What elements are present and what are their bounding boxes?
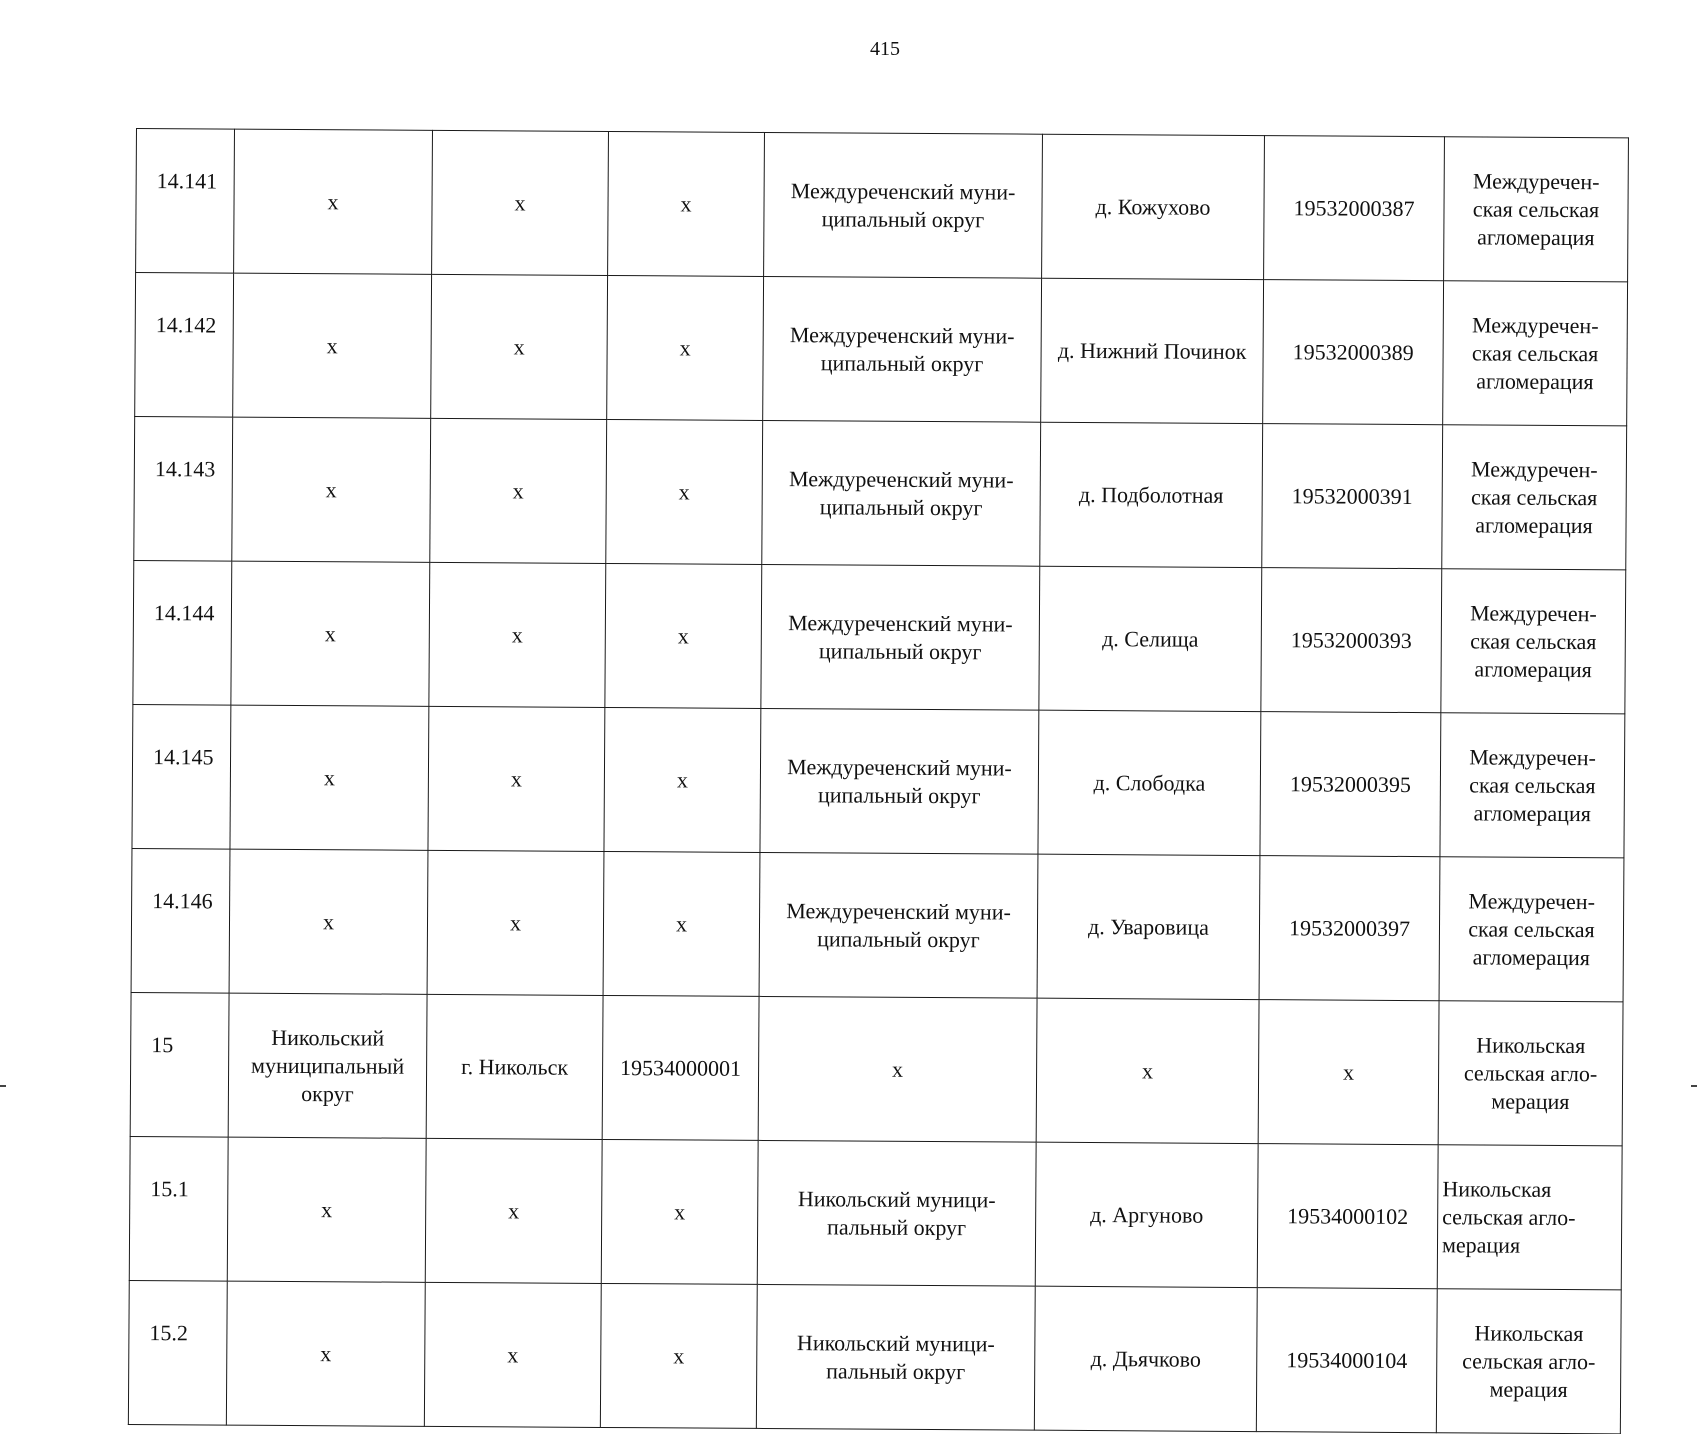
cell-center-code: х [604,707,761,852]
cell-agglomeration: Никольская сельская агло- мерация [1438,1001,1623,1146]
cell-center-code: х [601,1139,758,1284]
cell-district: Междуреченский муни- ципальный округ [759,852,1038,998]
cell-settlement: д. Селища [1039,566,1262,711]
cell-municipality: х [229,849,428,994]
cell-row-number: 14.145 [132,704,231,849]
cell-agglomeration: Междуречен- ская сельская агломерация [1441,569,1626,714]
cell-municipality: х [227,1137,426,1282]
table-row [135,273,1628,426]
table-row [128,1280,1621,1433]
cell-municipality: Никольский муниципальный округ [228,993,427,1138]
cell-center-code: х [606,419,763,564]
cell-row-number: 15 [130,992,229,1137]
table-row [130,992,1623,1145]
cell-district: Никольский муници- пальный округ [756,1284,1035,1430]
cell-center-code: х [600,1283,757,1428]
cell-center: х [430,418,607,563]
table-row [134,416,1627,569]
cell-settlement: д. Слободка [1038,710,1261,855]
cell-agglomeration: Междуречен- ская сельская агломерация [1444,137,1629,282]
table-row [136,129,1629,282]
cell-district: х [758,996,1037,1142]
cell-settlement: д. Уваровица [1037,854,1260,999]
cell-municipality: х [232,417,431,562]
cell-district: Междуреченский муни- ципальный округ [762,420,1041,566]
cell-district: Междуреченский муни- ципальный округ [763,276,1042,422]
cell-settlement-code: 19532000391 [1262,424,1443,569]
cell-settlement-code: 19532000395 [1260,712,1441,857]
cell-center: х [424,1282,601,1427]
cell-settlement-code: х [1258,1000,1439,1145]
cell-center: х [428,706,605,851]
cell-agglomeration: Междуречен- ская сельская агломерация [1439,857,1624,1002]
table-row [132,704,1625,857]
cell-settlement: д. Подболотная [1040,422,1263,567]
cell-row-number: 14.143 [134,416,233,561]
table-row [129,1136,1622,1289]
cell-municipality: х [231,561,430,706]
registry-table-container [128,128,1628,1434]
cell-settlement-code: 19534000102 [1257,1144,1438,1289]
cell-row-number: 14.142 [135,273,234,418]
cell-settlement-code: 19534000104 [1256,1288,1437,1433]
cell-municipality: х [230,705,429,850]
cell-settlement: д. Кожухово [1042,134,1265,279]
cell-row-number: 14.141 [136,129,235,274]
cell-center: г. Никольск [426,994,603,1139]
cell-district: Междуреченский муни- ципальный округ [760,708,1039,854]
page-number: 415 [870,38,900,60]
cell-district: Междуреченский муни- ципальный округ [764,132,1043,278]
cell-municipality: х [234,129,433,274]
cell-center: х [431,274,608,419]
cell-center: х [429,562,606,707]
cell-row-number: 14.144 [133,560,232,705]
cell-settlement-code: 19532000393 [1261,568,1442,713]
cell-municipality: х [233,273,432,418]
cell-row-number: 15.1 [129,1136,228,1281]
cell-row-number: 14.146 [131,848,230,993]
cell-settlement-code: 19532000387 [1264,136,1445,281]
cell-settlement: д. Дьячково [1034,1286,1257,1431]
cell-center-code: х [605,563,762,708]
table-row [131,848,1624,1001]
cell-center: х [425,1138,602,1283]
cell-center-code: х [608,131,765,276]
cell-row-number: 15.2 [128,1280,227,1425]
page-edge-mark-left [0,1085,6,1087]
cell-center: х [427,850,604,995]
cell-agglomeration: Никольская сельская агло- мерация [1437,1145,1622,1290]
cell-settlement: д. Аргуново [1035,1142,1258,1287]
table-row [133,560,1626,713]
cell-center: х [432,130,609,275]
registry-table [128,128,1629,1434]
cell-settlement: д. Нижний Починок [1041,278,1264,423]
table-body [128,129,1628,1434]
cell-district: Междуреченский муни- ципальный округ [761,564,1040,710]
cell-agglomeration: Междуречен- ская сельская агломерация [1442,425,1627,570]
cell-agglomeration: Междуречен- ская сельская агломерация [1440,713,1625,858]
cell-center-code: х [607,275,764,420]
cell-district: Никольский муници- пальный округ [757,1140,1036,1286]
cell-center-code: 19534000001 [602,995,759,1140]
cell-settlement-code: 19532000389 [1263,280,1444,425]
cell-municipality: х [226,1281,425,1426]
cell-agglomeration: Междуречен- ская сельская агломерация [1443,281,1628,426]
cell-settlement: х [1036,998,1259,1143]
cell-settlement-code: 19532000397 [1259,856,1440,1001]
cell-agglomeration: Никольская сельская агло- мерация [1436,1289,1621,1434]
cell-center-code: х [603,851,760,996]
page-edge-mark-right [1691,1085,1697,1087]
